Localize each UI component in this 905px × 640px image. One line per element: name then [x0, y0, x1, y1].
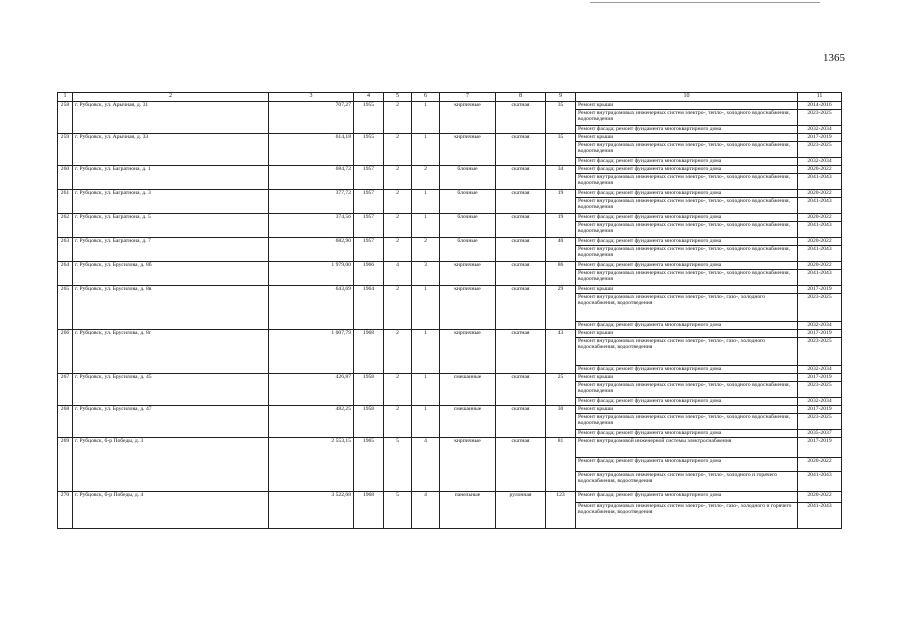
wear-cell: 43	[546, 330, 576, 374]
address-cell: г. Рубцовск, ул. Брусилова, д. 45	[73, 374, 269, 406]
area-cell: 614,18	[269, 134, 354, 166]
year-cell: 1968	[354, 492, 384, 529]
table-row	[58, 238, 842, 246]
entrances-cell: 1	[412, 190, 440, 214]
entrances-cell: 3	[412, 262, 440, 286]
year-cell: 1957	[354, 238, 384, 262]
work-type-cell: Ремонт внутридомовых инженерных систем электро-, тепло-, холодного водоснабжения, водоотведения	[576, 246, 798, 262]
table-row	[58, 438, 842, 458]
year-cell: 1964	[354, 286, 384, 330]
floors-cell: 2	[384, 330, 412, 374]
work-type-cell: Ремонт крыши	[576, 286, 798, 294]
house-number-cell: 270	[58, 492, 73, 529]
wear-cell: 25	[546, 374, 576, 406]
period-cell: 2035-2037	[798, 430, 842, 438]
area-cell: 684,72	[269, 166, 354, 190]
table-row	[58, 330, 842, 338]
floors-cell: 5	[384, 492, 412, 529]
table-row	[58, 166, 842, 174]
period-cell: 2020-2022	[798, 166, 842, 174]
entrances-cell: 2	[412, 166, 440, 190]
work-type-cell: Ремонт внутридомовых инженерных систем электро-, тепло-, газо-, холодного и горячего водоснабжения, водоотведения	[576, 503, 798, 529]
address-cell: г. Рубцовск, ул. Брусилова, д. 47	[73, 406, 269, 438]
floors-cell: 2	[384, 190, 412, 214]
period-cell: 2020-2022	[798, 214, 842, 222]
entrances-cell: 1	[412, 214, 440, 238]
work-type-cell: Ремонт крыши	[576, 374, 798, 382]
scan-edge-line	[590, 2, 820, 3]
period-cell: 2023-2025	[798, 142, 842, 158]
year-cell: 1965	[354, 438, 384, 492]
roof-cell: скатная	[496, 238, 546, 262]
address-cell: г. Рубцовск, ул. Багратиона, д. 3	[73, 190, 269, 214]
address-cell: г. Рубцовск, ул. Брусилова, д. 8г	[73, 330, 269, 374]
entrances-cell: 1	[412, 102, 440, 134]
wear-cell: 35	[546, 134, 576, 166]
period-cell: 2023-2025	[798, 382, 842, 398]
area-cell: 377,72	[269, 190, 354, 214]
roof-cell: скатная	[496, 330, 546, 374]
work-type-cell: Ремонт фасада; ремонт фундамента многоквартирного дома	[576, 366, 798, 374]
column-header: 8	[496, 93, 546, 102]
work-type-cell: Ремонт внутридомовых инженерных систем электро-, тепло-, холодного водоснабжения, водоотведения	[576, 142, 798, 158]
floors-cell: 2	[384, 238, 412, 262]
wear-cell: 123	[546, 492, 576, 529]
address-cell: г. Рубцовск, ул. Багратиона, д. 1	[73, 166, 269, 190]
table-row	[58, 190, 842, 198]
period-cell: 2020-2022	[798, 458, 842, 472]
floors-cell: 2	[384, 102, 412, 134]
table-row	[58, 406, 842, 414]
year-cell: 1955	[354, 102, 384, 134]
address-cell: г. Рубцовск, ул. Брусилова, д. 8в	[73, 286, 269, 330]
work-type-cell: Ремонт внутридомовых инженерных систем электро-, тепло-, холодного водоснабжения, водоотведения	[576, 110, 798, 126]
work-type-cell: Ремонт фасада; ремонт фундамента многоквартирного дома	[576, 166, 798, 174]
work-type-cell: Ремонт фасада; ремонт фундамента многоквартирного дома	[576, 492, 798, 503]
work-type-cell: Ремонт внутридомовых инженерных систем электро-, тепло-, холодного водоснабжения, водоотведения	[576, 222, 798, 238]
walls-cell: смешанные	[440, 374, 496, 406]
work-type-cell: Ремонт внутридомовых инженерных систем электро-, тепло-, холодного водоснабжения, водоотведения	[576, 382, 798, 398]
entrances-cell: 1	[412, 406, 440, 438]
area-cell: 426,87	[269, 374, 354, 406]
column-header: 10	[576, 93, 798, 102]
year-cell: 1957	[354, 214, 384, 238]
roof-cell: скатная	[496, 134, 546, 166]
floors-cell: 5	[384, 438, 412, 492]
column-header: 2	[73, 93, 269, 102]
column-header: 4	[354, 93, 384, 102]
column-header: 3	[269, 93, 354, 102]
work-type-cell: Ремонт фасада; ремонт фундамента многоквартирного дома	[576, 126, 798, 134]
work-type-cell: Ремонт крыши	[576, 134, 798, 142]
period-cell: 2032-2034	[798, 366, 842, 374]
house-number-cell: 259	[58, 134, 73, 166]
house-number-cell: 258	[58, 102, 73, 134]
address-cell: г. Рубцовск, ул. Брусилова, д. 8б	[73, 262, 269, 286]
period-cell: 2020-2022	[798, 238, 842, 246]
roof-cell: скатная	[496, 374, 546, 406]
house-number-cell: 264	[58, 262, 73, 286]
work-type-cell: Ремонт крыши	[576, 102, 798, 110]
area-cell: 1 007,79	[269, 330, 354, 374]
roof-cell: скатная	[496, 438, 546, 492]
period-cell: 2017-2019	[798, 330, 842, 338]
house-number-cell: 262	[58, 214, 73, 238]
table-row	[58, 214, 842, 222]
period-cell: 2041-2043	[798, 198, 842, 214]
entrances-cell: 1	[412, 330, 440, 374]
house-number-cell: 268	[58, 406, 73, 438]
walls-cell: смешанные	[440, 406, 496, 438]
work-type-cell: Ремонт внутридомовых инженерных систем электро-, тепло-, холодного водоснабжения, водоотведения	[576, 198, 798, 214]
floors-cell: 2	[384, 374, 412, 406]
table-row	[58, 286, 842, 294]
roof-cell: скатная	[496, 102, 546, 134]
wear-cell: 86	[546, 262, 576, 286]
work-type-cell: Ремонт фасада; ремонт фундамента многоквартирного дома	[576, 262, 798, 270]
address-cell: г. Рубцовск, б-р Победы, д. 4	[73, 492, 269, 529]
work-type-cell: Ремонт крыши	[576, 406, 798, 414]
table-row	[58, 492, 842, 503]
entrances-cell: 4	[412, 438, 440, 492]
year-cell: 1957	[354, 190, 384, 214]
year-cell: 1958	[354, 374, 384, 406]
entrances-cell: 1	[412, 374, 440, 406]
walls-cell: кирпичные	[440, 330, 496, 374]
roof-cell: скатная	[496, 262, 546, 286]
area-cell: 2 553,15	[269, 438, 354, 492]
house-number-cell: 269	[58, 438, 73, 492]
area-cell: 1 979,00	[269, 262, 354, 286]
floors-cell: 2	[384, 134, 412, 166]
work-type-cell: Ремонт фасада; ремонт фундамента многоквартирного дома	[576, 458, 798, 472]
period-cell: 2017-2019	[798, 406, 842, 414]
house-number-cell: 261	[58, 190, 73, 214]
period-cell: 2032-2034	[798, 398, 842, 406]
period-cell: 2032-2034	[798, 158, 842, 166]
wear-cell: 19	[546, 214, 576, 238]
period-cell: 2041-2043	[798, 246, 842, 262]
table-row	[58, 102, 842, 110]
period-cell: 2014-2016	[798, 102, 842, 110]
table-row	[58, 262, 842, 270]
walls-cell: блочные	[440, 214, 496, 238]
floors-cell: 4	[384, 262, 412, 286]
column-header: 9	[546, 93, 576, 102]
period-cell: 2032-2034	[798, 322, 842, 330]
table-row	[58, 134, 842, 142]
house-number-cell: 263	[58, 238, 73, 262]
column-header: 7	[440, 93, 496, 102]
period-cell: 2023-2025	[798, 110, 842, 126]
work-type-cell: Ремонт фасада; ремонт фундамента многоквартирного дома	[576, 158, 798, 166]
work-type-cell: Ремонт фасада; ремонт фундамента многоквартирного дома	[576, 322, 798, 330]
period-cell: 2023-2025	[798, 414, 842, 430]
area-cell: 482,25	[269, 406, 354, 438]
floors-cell: 2	[384, 214, 412, 238]
work-type-cell: Ремонт внутридомовой инженерной системы электроснабжения	[576, 438, 798, 458]
roof-cell: скатная	[496, 406, 546, 438]
work-type-cell: Ремонт внутридомовых инженерных систем электро-, тепло-, холодного водоснабжения, водоотведения	[576, 174, 798, 190]
header-row	[58, 93, 842, 102]
floors-cell: 2	[384, 286, 412, 330]
year-cell: 1958	[354, 406, 384, 438]
area-cell: 682,90	[269, 238, 354, 262]
area-cell: 374,56	[269, 214, 354, 238]
wear-cell: 19	[546, 190, 576, 214]
wear-cell: 30	[546, 406, 576, 438]
roof-cell: скатная	[496, 190, 546, 214]
work-type-cell: Ремонт крыши	[576, 330, 798, 338]
entrances-cell: 2	[412, 238, 440, 262]
year-cell: 1957	[354, 166, 384, 190]
period-cell: 2023-2025	[798, 294, 842, 322]
roof-cell: скатная	[496, 286, 546, 330]
walls-cell: кирпичные	[440, 134, 496, 166]
house-number-cell: 266	[58, 330, 73, 374]
house-number-cell: 260	[58, 166, 73, 190]
year-cell: 1968	[354, 330, 384, 374]
table-body	[58, 102, 842, 529]
address-cell: г. Рубцовск, ул. Багратиона, д. 7	[73, 238, 269, 262]
period-cell: 2032-2034	[798, 126, 842, 134]
wear-cell: 35	[546, 102, 576, 134]
period-cell: 2017-2019	[798, 134, 842, 142]
work-type-cell: Ремонт внутридомовых инженерных систем электро-, тепло-, холодного и горячего водоснабжения, водоотведения	[576, 472, 798, 492]
roof-cell: скатная	[496, 166, 546, 190]
period-cell: 2020-2022	[798, 190, 842, 198]
work-type-cell: Ремонт фасада; ремонт фундамента многоквартирного дома	[576, 214, 798, 222]
wear-cell: 40	[546, 238, 576, 262]
walls-cell: блочные	[440, 190, 496, 214]
year-cell: 1955	[354, 134, 384, 166]
column-header: 1	[58, 93, 73, 102]
house-number-cell: 265	[58, 286, 73, 330]
address-cell: г. Рубцовск, ул. Арычная, д. 31	[73, 102, 269, 134]
work-type-cell: Ремонт внутридомовых инженерных систем электро-, тепло-, холодного водоснабжения, водоотведения	[576, 270, 798, 286]
period-cell: 2017-2019	[798, 286, 842, 294]
house-number-cell: 267	[58, 374, 73, 406]
column-header: 5	[384, 93, 412, 102]
period-cell: 2041-2043	[798, 503, 842, 529]
area-cell: 707,27	[269, 102, 354, 134]
work-type-cell: Ремонт внутридомовых инженерных систем электро-, тепло-, холодного водоснабжения, водоотведения	[576, 414, 798, 430]
walls-cell: кирпичные	[440, 102, 496, 134]
period-cell: 2023-2025	[798, 338, 842, 366]
roof-cell: рулонная	[496, 492, 546, 529]
period-cell: 2020-2022	[798, 262, 842, 270]
column-header: 6	[412, 93, 440, 102]
address-cell: г. Рубцовск, ул. Арычная, д. 33	[73, 134, 269, 166]
period-cell: 2017-2019	[798, 438, 842, 458]
work-type-cell: Ремонт внутридомовых инженерных систем электро-, тепло-, газо-, холодного водоснабжения, водоотведения	[576, 338, 798, 366]
address-cell: г. Рубцовск, б-р Победы, д. 3	[73, 438, 269, 492]
wear-cell: 29	[546, 286, 576, 330]
area-cell: 3 522,68	[269, 492, 354, 529]
work-type-cell: Ремонт фасада; ремонт фундамента многоквартирного дома	[576, 190, 798, 198]
walls-cell: блочные	[440, 166, 496, 190]
walls-cell: панельные	[440, 492, 496, 529]
work-type-cell: Ремонт фасада; ремонт фундамента многоквартирного дома	[576, 238, 798, 246]
walls-cell: кирпичные	[440, 438, 496, 492]
walls-cell: кирпичные	[440, 262, 496, 286]
year-cell: 1966	[354, 262, 384, 286]
wear-cell: 34	[546, 166, 576, 190]
period-cell: 2041-2043	[798, 222, 842, 238]
work-type-cell: Ремонт внутридомовых инженерных систем электро-, тепло-, газо-, холодного водоснабжения, водоотведения	[576, 294, 798, 322]
column-header: 11	[798, 93, 842, 102]
work-type-cell: Ремонт фасада; ремонт фундамента многоквартирного дома	[576, 398, 798, 406]
period-cell: 2041-2043	[798, 472, 842, 492]
page-number: 1365	[823, 52, 845, 64]
period-cell: 2020-2022	[798, 492, 842, 503]
walls-cell: кирпичные	[440, 286, 496, 330]
entrances-cell: 4	[412, 492, 440, 529]
table-row	[58, 374, 842, 382]
roof-cell: скатная	[496, 214, 546, 238]
period-cell: 2017-2019	[798, 374, 842, 382]
walls-cell: блочные	[440, 238, 496, 262]
floors-cell: 2	[384, 166, 412, 190]
entrances-cell: 1	[412, 134, 440, 166]
period-cell: 2041-2043	[798, 174, 842, 190]
entrances-cell: 1	[412, 286, 440, 330]
floors-cell: 2	[384, 406, 412, 438]
capital-repair-table	[57, 92, 842, 529]
wear-cell: 81	[546, 438, 576, 492]
work-type-cell: Ремонт фасада; ремонт фундамента многоквартирного дома	[576, 430, 798, 438]
area-cell: 643,69	[269, 286, 354, 330]
period-cell: 2041-2043	[798, 270, 842, 286]
address-cell: г. Рубцовск, ул. Багратиона, д. 5	[73, 214, 269, 238]
